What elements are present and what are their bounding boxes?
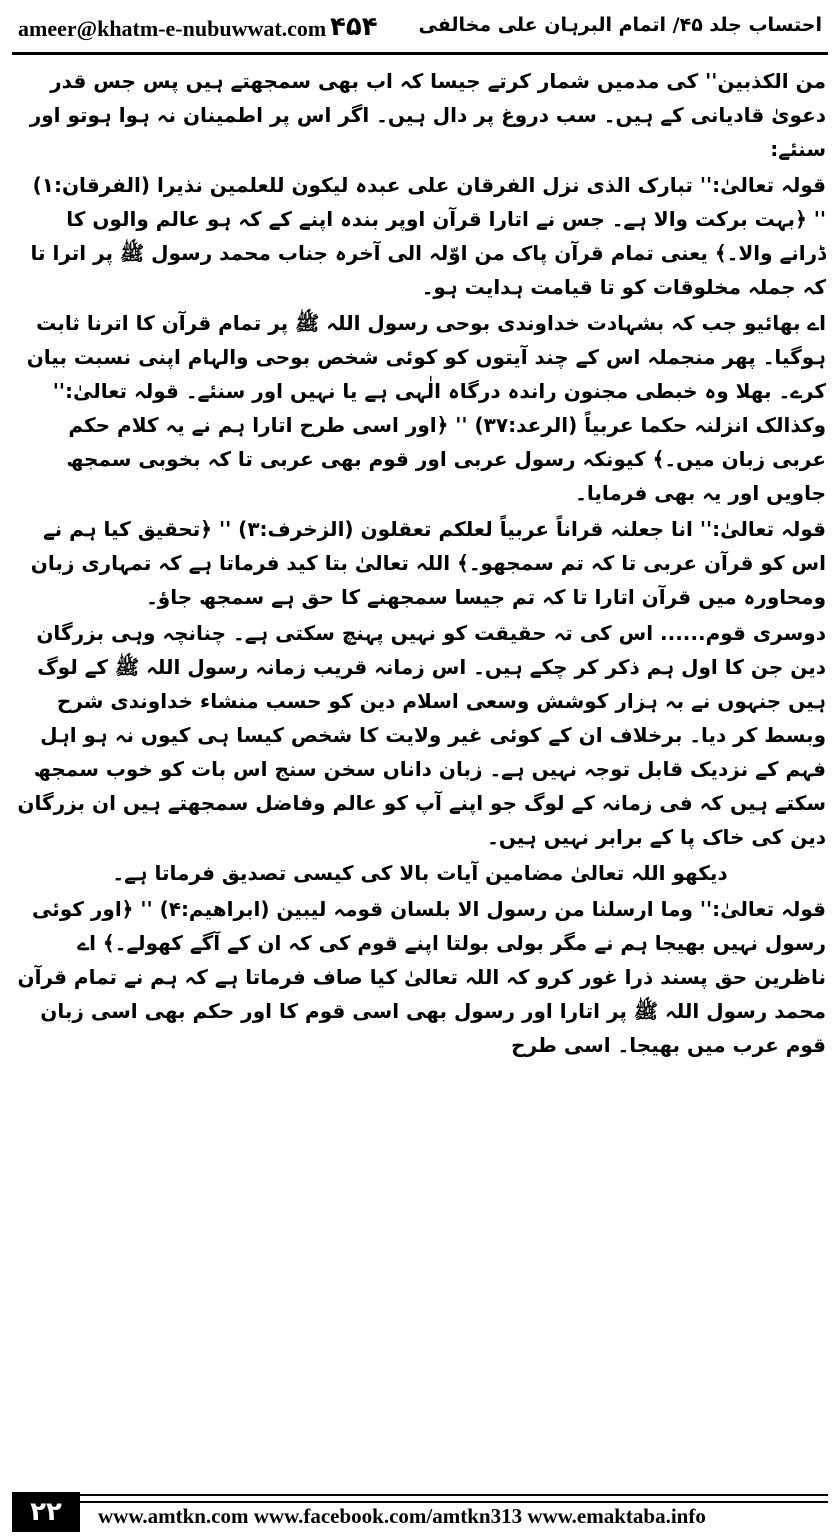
page-body: [14, 64, 826, 1464]
paragraph: قولہ تعالیٰ:'' وما ارسلنا من رسول الا بلسان قومہ لیبین (ابراھیم:۴) '' ﴿اور کوئی رسول نہیں بھیجا ہم نے مگر بولی بولتا اپنے قوم کی کہ ان کے آگے کھولے۔﴾ اے ناظرین حق پسند ذرا غور کرو کہ اللہ تعالیٰ کیا صاف فرماتا ہے کہ ہم نے تمام قرآن محمد رسول اللہ ﷺ پر اتارا اور رسول بھی اسی قوم کا اور حکم بھی اسی زبان قوم عرب میں بھیجا۔ اسی طرح: [17, 897, 826, 1057]
header-rule: [12, 52, 828, 55]
header-email: ameer@khatm-e-nubuwwat.com: [18, 16, 327, 41]
page-footer: [12, 1492, 828, 1532]
footer-page-number: ۲۲: [12, 1492, 80, 1532]
header-page-number: ۴۵۴: [330, 12, 378, 42]
page-header: [12, 10, 828, 50]
footer-links: www.amtkn.com www.facebook.com/amtkn313 www.emaktaba.info: [98, 1504, 706, 1528]
paragraph: قولہ تعالیٰ:'' انا جعلنہ قراناً عربیاً لعلکم تعقلون (الزخرف:۳) '' ﴿تحقیق کیا ہم نے اس کو قرآن عربی تا کہ تم سمجھو۔﴾ اللہ تعالیٰ بتا کید فرماتا ہے کہ تمہاری زبان ومحاورہ میں قرآن اتارا تا کہ تم جیسا سمجھنے کا حق ہے سمجھ جاؤ۔: [30, 517, 826, 609]
header-book-title: احتساب جلد ۴۵/ اتمام البرہان علی مخالفی: [418, 14, 822, 36]
footer-rule: [80, 1494, 828, 1503]
paragraph: دوسری قوم...... اس کی تہ حقیقت کو نہیں پہنچ سکتی ہے۔ چنانچہ وہی بزرگان دین جن کا اول ہم ذکر کر چکے ہیں۔ اس زمانہ قریب زمانہ رسول اللہ ﷺ کے لوگ ہیں جنہوں نے بہ ہزار کوشش وسعی اسلام دین کو حسب منشاء خداوندی شرح وبسط کر دیا۔ برخلاف ان کے کوئی غیر ولایت کا شخص کیسا ہی کیوں نہ ہو اہل فہم کے نزدیک قابل توجہ نہیں ہے۔ زبان داناں سخن سنج اس بات کو خوب سمجھ سکتے ہیں کہ فی زمانہ کے لوگ جو اپنے آپ کو عالم وفاضل سمجھتے ہیں ان بزرگان دین کی خاک پا کے برابر نہیں ہیں۔: [17, 621, 826, 849]
paragraph: قولہ تعالیٰ:'' تبارک الذی نزل الفرقان علی عبدہ لیکون للعلمین نذیرا (الفرقان:۱) '' ﴿بہت برکت والا ہے۔ جس نے اتارا قرآن اوپر بندہ اپنے کے کہ ہو عالم والوں کا ڈرانے والا۔﴾ یعنی تمام قرآن پاک من اوّلہ الی آخرہ جناب محمد رسول ﷺ پر اترا تا کہ جملہ مخلوقات کو تا قیامت ہدایت ہو۔: [30, 173, 826, 299]
paragraph-centered: دیکھو اللہ تعالیٰ مضامین آیات بالا کی کیسی تصدیق فرماتا ہے۔: [112, 861, 728, 885]
paragraph: من الکذبین'' کی مدمیں شمار کرتے جیسا کہ اب بھی سمجھتے ہیں پس جس قدر دعویٰ قادیانی کے ہیں۔ سب دروغ پر دال ہیں۔ اگر اس پر اطمینان نہ ہوا ہوتو اور سنئے:: [29, 69, 826, 161]
paragraph: اے بھائیو جب کہ بشہادت خداوندی بوحی رسول اللہ ﷺ پر تمام قرآن کا اترنا ثابت ہوگیا۔ پھر منجملہ اس کے چند آیتوں کو کوئی شخص بوحی والہام اپنی نسبت بیان کرے۔ بھلا وہ خبطی مجنون راندہ درگاہ الٰہی ہے یا نہیں اور سنئے۔ قولہ تعالیٰ:'' وکذالک انزلنہ حکما عربیاً (الرعد:۳۷) '' ﴿اور اسی طرح اتارا ہم نے یہ کلام حکم عربی زبان میں۔﴾ کیونکہ رسول عربی اور قوم بھی عربی تا کہ بخوبی سمجھ جاویں اور یہ بھی فرمایا۔: [26, 311, 826, 505]
